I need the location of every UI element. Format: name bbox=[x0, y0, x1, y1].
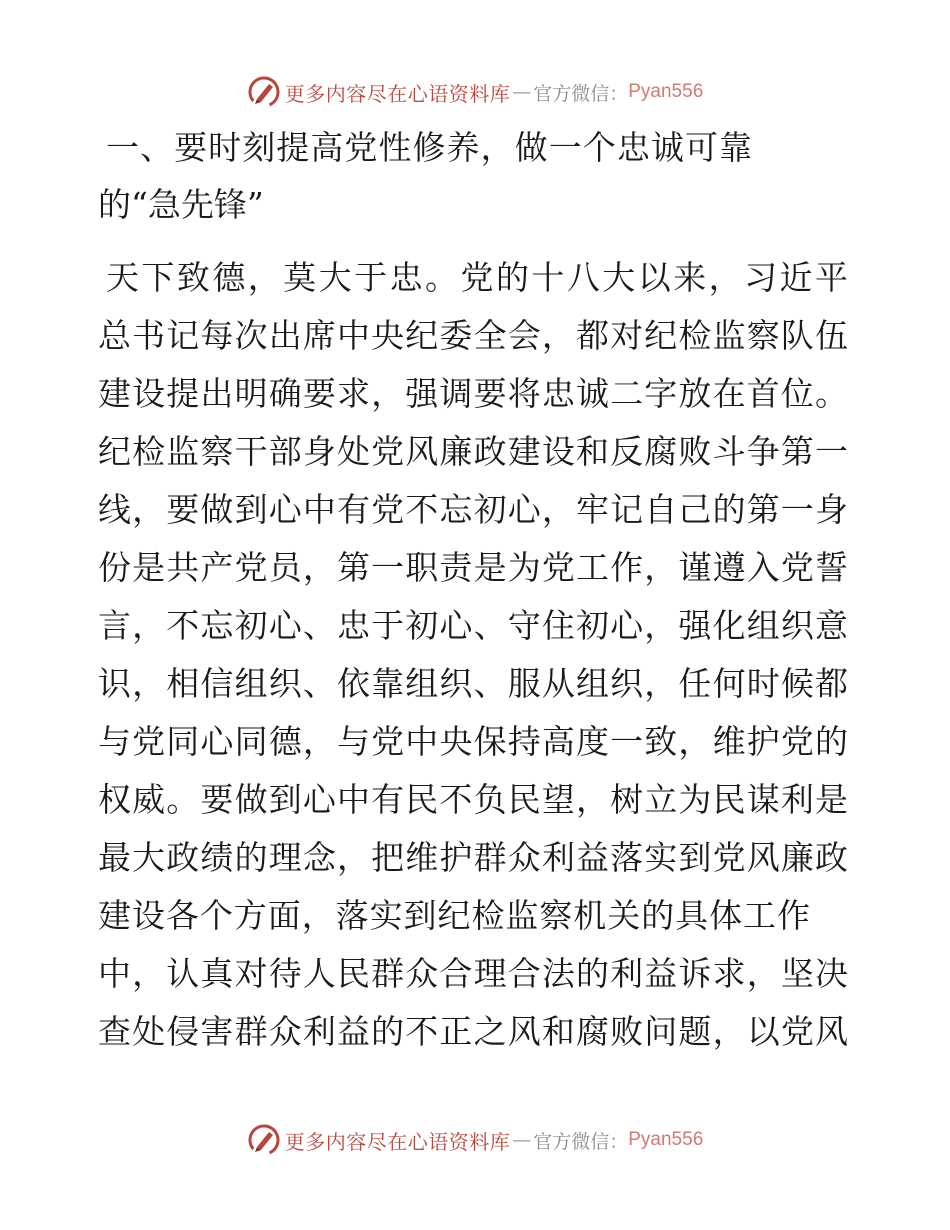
body-line-10: 权威。要做到心中有民不负民望，树立为民谋利是 bbox=[98, 780, 850, 819]
body-line-3: 建设提出明确要求，强调要将忠诚二字放在首位。 bbox=[98, 374, 850, 413]
watermark-label: 官方微信： bbox=[533, 82, 629, 105]
watermark-separator: — bbox=[512, 1129, 532, 1151]
watermark-brand-text: 更多内容尽在心语资料库 bbox=[284, 1129, 511, 1154]
watermark-wechat-id: Pyan556 bbox=[628, 1129, 704, 1150]
watermark-brand-text: 更多内容尽在心语资料库 bbox=[284, 81, 511, 106]
watermark-separator: — bbox=[512, 81, 532, 103]
body-line-9: 与党同心同德，与党中央保持高度一致，维护党的 bbox=[98, 722, 850, 761]
body-line-11: 最大政绩的理念，把维护群众利益落实到党风廉政 bbox=[98, 838, 850, 877]
body-line-14: 查处侵害群众利益的不正之风和腐败问题，以党风 bbox=[98, 1012, 850, 1051]
body-line-2: 总书记每次出席中央纪委全会，都对纪检监察队伍 bbox=[98, 316, 850, 355]
watermark-wechat-id: Pyan556 bbox=[628, 81, 704, 102]
body-line-1: 天下致德，莫大于忠。党的十八大以来，习近平 bbox=[106, 258, 851, 297]
body-line-6: 份是共产党员，第一职责是为党工作，谨遵入党誓 bbox=[98, 548, 850, 587]
heading-line-1: 一、要时刻提高党性修养，做一个忠诚可靠 bbox=[106, 128, 754, 167]
pen-logo-icon bbox=[247, 75, 281, 109]
footer-watermark bbox=[0, 1120, 950, 1160]
heading-line-2: 的“急先锋” bbox=[98, 185, 264, 224]
header-watermark bbox=[0, 72, 950, 112]
watermark-label: 官方微信： bbox=[533, 1130, 629, 1153]
body-line-4: 纪检监察干部身处党风廉政建设和反腐败斗争第一 bbox=[98, 432, 850, 471]
body-line-8: 识，相信组织、依靠组织、服从组织，任何时候都 bbox=[98, 664, 850, 703]
body-line-12: 建设各个方面，落实到纪检监察机关的具体工作 bbox=[98, 896, 811, 935]
body-line-7: 言，不忘初心、忠于初心、守住初心，强化组织意 bbox=[98, 606, 850, 645]
body-line-13: 中，认真对待人民群众合理合法的利益诉求，坚决 bbox=[98, 954, 850, 993]
pen-logo-icon bbox=[247, 1123, 281, 1157]
body-line-5: 线，要做到心中有党不忘初心，牢记自己的第一身 bbox=[98, 490, 850, 529]
